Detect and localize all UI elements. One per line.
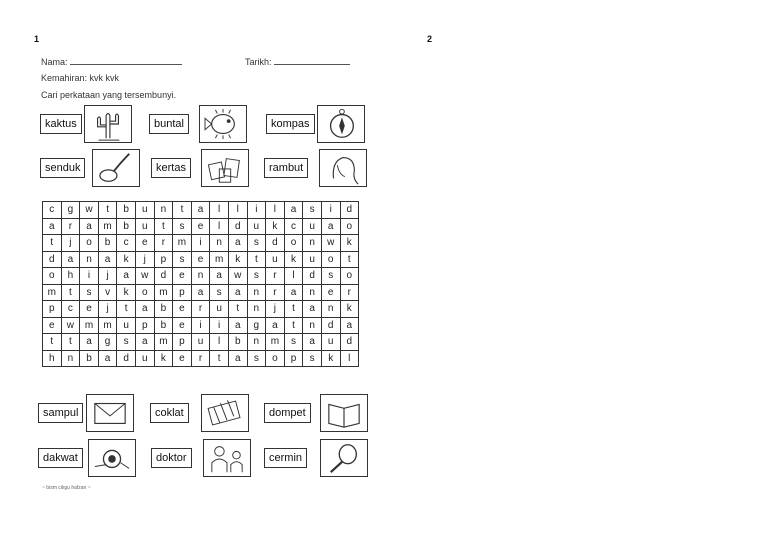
ink-bottle-icon — [88, 439, 136, 477]
grid-cell: s — [303, 350, 322, 367]
grid-cell: t — [117, 301, 136, 318]
grid-cell: a — [191, 284, 210, 301]
grid-cell: m — [210, 251, 229, 268]
grid-cell: t — [61, 334, 80, 351]
grid-cell: n — [303, 284, 322, 301]
grid-cell: a — [80, 218, 99, 235]
grid-cell: t — [173, 202, 192, 219]
grid-cell: t — [154, 218, 173, 235]
word-label: rambut — [264, 158, 308, 178]
doctor-icon — [203, 439, 251, 477]
grid-cell: e — [173, 350, 192, 367]
grid-row — [43, 284, 359, 301]
grid-cell: e — [173, 301, 192, 318]
grid-cell: w — [135, 268, 154, 285]
word-label: cermin — [264, 448, 307, 468]
grid-cell: h — [43, 350, 62, 367]
grid-cell: k — [340, 301, 359, 318]
word-card-buntal — [149, 105, 249, 141]
grid-cell: l — [210, 202, 229, 219]
grid-cell: t — [247, 251, 266, 268]
grid-cell: t — [61, 284, 80, 301]
grid-cell: a — [266, 317, 285, 334]
grid-cell: p — [173, 334, 192, 351]
grid-cell: l — [210, 218, 229, 235]
grid-cell: d — [266, 235, 285, 252]
compass-icon — [317, 105, 365, 143]
grid-cell: d — [43, 251, 62, 268]
word-label: coklat — [150, 403, 189, 423]
grid-cell: n — [210, 235, 229, 252]
grid-cell: p — [284, 350, 303, 367]
grid-cell: k — [266, 218, 285, 235]
grid-cell: d — [340, 334, 359, 351]
word-label: doktor — [151, 448, 192, 468]
grid-cell: j — [98, 268, 117, 285]
grid-cell: o — [266, 350, 285, 367]
word-card-kompas — [266, 105, 366, 141]
grid-cell: n — [247, 334, 266, 351]
grid-cell: u — [266, 251, 285, 268]
grid-cell: m — [173, 235, 192, 252]
grid-cell: l — [284, 268, 303, 285]
page-number-2: 2 — [427, 34, 433, 44]
grid-cell: g — [61, 202, 80, 219]
grid-cell: n — [321, 301, 340, 318]
grid-cell: k — [284, 251, 303, 268]
grid-cell: w — [61, 317, 80, 334]
grid-cell: u — [117, 317, 136, 334]
grid-cell: j — [98, 301, 117, 318]
page-number-1: 1 — [34, 34, 40, 44]
grid-cell: n — [303, 235, 322, 252]
grid-row — [43, 235, 359, 252]
hair-icon — [319, 149, 367, 187]
grid-cell: b — [228, 334, 247, 351]
instruction-text: Cari perkataan yang tersembunyi. — [41, 90, 177, 100]
word-card-rambut — [264, 149, 368, 185]
grid-cell: s — [117, 334, 136, 351]
paper-sheets-icon — [201, 149, 249, 187]
grid-cell: u — [303, 251, 322, 268]
grid-cell: p — [173, 284, 192, 301]
grid-cell: n — [247, 301, 266, 318]
grid-row — [43, 218, 359, 235]
grid-cell: i — [80, 268, 99, 285]
envelope-icon — [86, 394, 134, 432]
grid-cell: d — [228, 218, 247, 235]
grid-cell: u — [210, 301, 229, 318]
grid-cell: r — [191, 301, 210, 318]
grid-cell: e — [135, 235, 154, 252]
word-card-cermin — [264, 439, 368, 475]
grid-cell: k — [154, 350, 173, 367]
word-card-kertas — [151, 149, 247, 185]
grid-cell: a — [135, 334, 154, 351]
worksheet — [38, 56, 372, 496]
grid-cell: d — [321, 317, 340, 334]
grid-cell: e — [191, 218, 210, 235]
wallet-icon — [320, 394, 368, 432]
grid-cell: l — [340, 350, 359, 367]
cactus-icon — [84, 105, 132, 143]
grid-row — [43, 202, 359, 219]
word-label: kaktus — [40, 114, 82, 134]
word-label: dompet — [264, 403, 311, 423]
word-card-sampul — [38, 394, 142, 430]
grid-cell: t — [43, 334, 62, 351]
ladle-icon — [92, 149, 140, 187]
grid-cell: u — [135, 202, 154, 219]
grid-cell: b — [154, 317, 173, 334]
grid-cell: e — [80, 301, 99, 318]
name-label: Nama: — [41, 57, 68, 67]
grid-cell: u — [321, 334, 340, 351]
grid-row — [43, 350, 359, 367]
grid-cell: j — [135, 251, 154, 268]
grid-cell: d — [154, 268, 173, 285]
word-label: senduk — [40, 158, 85, 178]
grid-cell: b — [117, 202, 136, 219]
name-field — [41, 57, 182, 67]
grid-cell: w — [80, 202, 99, 219]
grid-cell: a — [228, 235, 247, 252]
grid-cell: s — [247, 350, 266, 367]
grid-cell: r — [61, 218, 80, 235]
word-card-coklat — [150, 394, 250, 430]
grid-cell: s — [80, 284, 99, 301]
grid-cell: m — [80, 317, 99, 334]
grid-row — [43, 301, 359, 318]
grid-cell: w — [321, 235, 340, 252]
grid-cell: b — [117, 218, 136, 235]
grid-cell: u — [303, 218, 322, 235]
grid-row — [43, 251, 359, 268]
word-label: dakwat — [38, 448, 83, 468]
grid-cell: a — [61, 251, 80, 268]
word-card-dakwat — [38, 439, 142, 475]
grid-cell: t — [284, 317, 303, 334]
grid-cell: s — [210, 284, 229, 301]
grid-cell: s — [173, 251, 192, 268]
grid-cell: s — [321, 268, 340, 285]
grid-cell: i — [247, 202, 266, 219]
grid-cell: u — [247, 218, 266, 235]
grid-cell: d — [340, 202, 359, 219]
word-label: buntal — [149, 114, 189, 134]
grid-cell: n — [191, 268, 210, 285]
grid-cell: n — [303, 317, 322, 334]
grid-cell: k — [117, 284, 136, 301]
grid-cell: d — [117, 350, 136, 367]
grid-cell: i — [191, 235, 210, 252]
grid-cell: t — [228, 301, 247, 318]
grid-cell: r — [340, 284, 359, 301]
grid-cell: k — [340, 235, 359, 252]
grid-cell: o — [340, 218, 359, 235]
skill-text: Kemahiran: kvk kvk — [41, 73, 120, 83]
grid-cell: a — [228, 284, 247, 301]
grid-cell: a — [117, 268, 136, 285]
grid-cell: r — [191, 350, 210, 367]
grid-cell: a — [228, 350, 247, 367]
grid-cell: a — [43, 218, 62, 235]
grid-cell: a — [303, 334, 322, 351]
date-label: Tarikh: — [245, 57, 272, 67]
word-label: sampul — [38, 403, 83, 423]
grid-cell: j — [61, 235, 80, 252]
grid-cell: o — [340, 268, 359, 285]
grid-cell: e — [43, 317, 62, 334]
grid-cell: p — [154, 251, 173, 268]
grid-cell: p — [43, 301, 62, 318]
grid-cell: d — [303, 268, 322, 285]
grid-cell: c — [43, 202, 62, 219]
grid-cell: l — [228, 202, 247, 219]
grid-cell: n — [80, 251, 99, 268]
pufferfish-icon — [199, 105, 247, 143]
grid-cell: b — [154, 301, 173, 318]
grid-cell: u — [135, 218, 154, 235]
grid-cell: t — [98, 202, 117, 219]
grid-cell: m — [43, 284, 62, 301]
grid-cell: o — [80, 235, 99, 252]
grid-cell: o — [321, 251, 340, 268]
grid-cell: p — [135, 317, 154, 334]
grid-cell: s — [173, 218, 192, 235]
grid-cell: s — [303, 202, 322, 219]
word-label: kompas — [266, 114, 315, 134]
grid-cell: i — [191, 317, 210, 334]
grid-row — [43, 268, 359, 285]
grid-cell: s — [284, 334, 303, 351]
grid-cell: i — [321, 202, 340, 219]
grid-cell: r — [266, 284, 285, 301]
grid-cell: c — [117, 235, 136, 252]
grid-cell: c — [61, 301, 80, 318]
grid-cell: a — [284, 284, 303, 301]
grid-cell: k — [117, 251, 136, 268]
grid-cell: a — [98, 251, 117, 268]
grid-row — [43, 317, 359, 334]
grid-cell: m — [98, 218, 117, 235]
grid-cell: a — [303, 301, 322, 318]
chocolate-icon — [201, 394, 249, 432]
grid-cell: t — [43, 235, 62, 252]
grid-cell: a — [135, 301, 154, 318]
date-line — [274, 57, 350, 65]
grid-cell: n — [247, 284, 266, 301]
grid-cell: w — [228, 268, 247, 285]
grid-cell: m — [154, 284, 173, 301]
grid-cell: a — [228, 317, 247, 334]
grid-cell: t — [210, 350, 229, 367]
grid-cell: h — [61, 268, 80, 285]
grid-cell: e — [321, 284, 340, 301]
grid-cell: a — [321, 218, 340, 235]
mirror-icon — [320, 439, 368, 477]
grid-cell: e — [173, 268, 192, 285]
grid-cell: a — [80, 334, 99, 351]
grid-cell: t — [340, 251, 359, 268]
grid-cell: e — [191, 251, 210, 268]
grid-cell: o — [135, 284, 154, 301]
grid-cell: v — [98, 284, 117, 301]
grid-cell: r — [266, 268, 285, 285]
grid-cell: n — [61, 350, 80, 367]
grid-cell: o — [284, 235, 303, 252]
grid-cell: k — [321, 350, 340, 367]
word-card-kaktus — [40, 105, 134, 141]
grid-cell: s — [247, 268, 266, 285]
grid-cell: l — [210, 334, 229, 351]
footer-credit: ~ bism cikgu hafzan ~ — [42, 485, 91, 491]
grid-cell: m — [154, 334, 173, 351]
word-card-dompet — [264, 394, 368, 430]
word-search-grid — [42, 201, 359, 367]
grid-cell: u — [135, 350, 154, 367]
grid-cell: i — [210, 317, 229, 334]
grid-cell: a — [210, 268, 229, 285]
grid-cell: c — [284, 218, 303, 235]
word-card-senduk — [40, 149, 144, 185]
grid-row — [43, 334, 359, 351]
grid-cell: a — [284, 202, 303, 219]
grid-cell: o — [43, 268, 62, 285]
grid-cell: t — [284, 301, 303, 318]
grid-cell: b — [80, 350, 99, 367]
grid-cell: j — [266, 301, 285, 318]
grid-cell: u — [191, 334, 210, 351]
date-field — [245, 57, 350, 67]
word-label: kertas — [151, 158, 191, 178]
grid-cell: a — [191, 202, 210, 219]
word-card-doktor — [151, 439, 251, 475]
grid-cell: g — [247, 317, 266, 334]
grid-cell: e — [173, 317, 192, 334]
grid-cell: n — [154, 202, 173, 219]
grid-cell: s — [247, 235, 266, 252]
grid-cell: m — [98, 317, 117, 334]
grid-cell: k — [228, 251, 247, 268]
name-line — [70, 57, 182, 65]
grid-cell: g — [98, 334, 117, 351]
grid-cell: b — [98, 235, 117, 252]
grid-cell: a — [98, 350, 117, 367]
grid-cell: m — [266, 334, 285, 351]
grid-cell: r — [154, 235, 173, 252]
grid-cell: a — [340, 317, 359, 334]
grid-cell: l — [266, 202, 285, 219]
